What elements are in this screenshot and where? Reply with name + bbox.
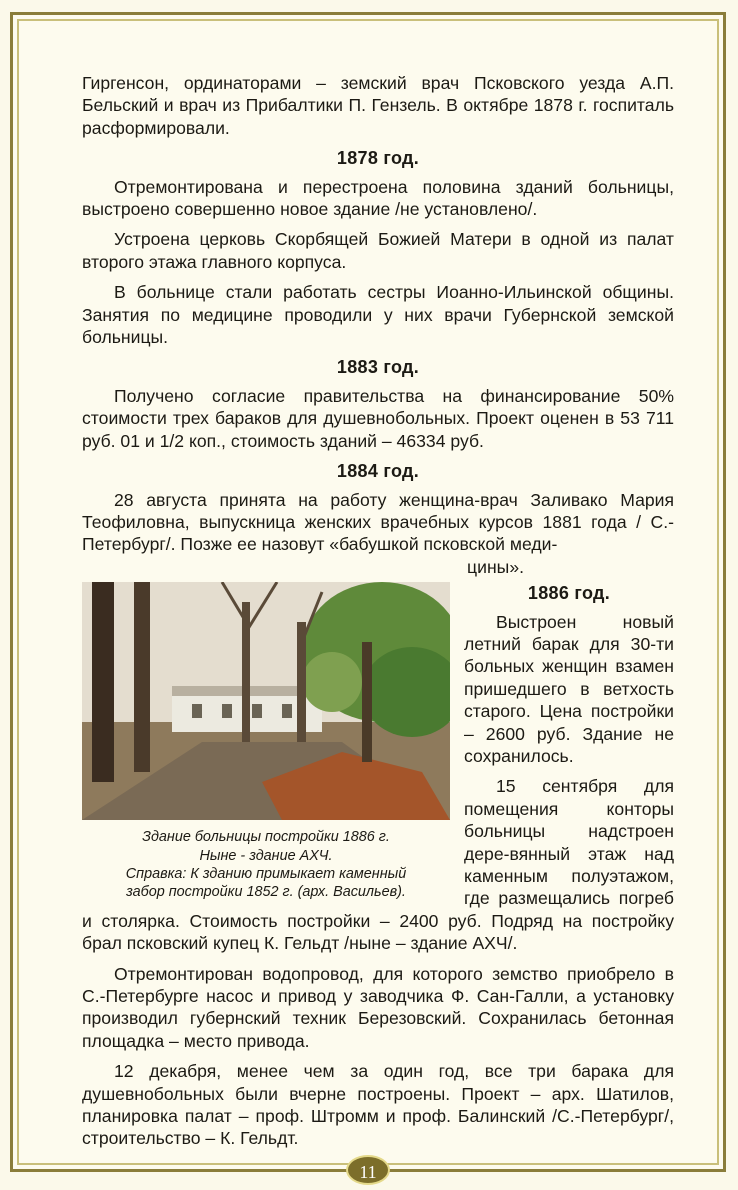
- paragraph: Получено согласие правительства на финансирование 50% стоимости трех бараков для душевнобольных. Проект оценен в 53 711 руб. 01 и 1/2 коп., стоимость зданий – 46334 руб.: [82, 385, 674, 451]
- paragraph: Выстроен новый летний барак для 30-ти больных женщин взамен пришедшего в ветхость старого. Цена постройки – 2600 руб. Здание не сохранилось.: [464, 611, 674, 766]
- caption-line: Справка: К зданию примыкает каменный: [125, 865, 407, 882]
- photo-figure: [82, 582, 454, 902]
- hospital-building-photo: [82, 582, 450, 820]
- caption-line: забор постройки 1852 г. (арх. Васильев).: [126, 884, 406, 901]
- page-number: 11: [346, 1155, 390, 1185]
- heading-1878: 1878 год.: [336, 148, 420, 169]
- paragraph: В больнице стали работать сестры Иоанно-Ильинской общины. Занятия по медицине проводили у них врачи Губернской земской больницы.: [82, 282, 674, 348]
- photo-caption: [82, 828, 450, 902]
- paragraph: Устроена церковь Скорбящей Божией Матери в одной из палат второго этажа главного корпуса.: [82, 229, 674, 272]
- heading-1883: 1883 год.: [336, 357, 420, 378]
- paragraph-tail: цины».: [467, 556, 524, 577]
- page-content: [82, 72, 674, 1158]
- paragraph: Отремонтирован водопровод, для которого земство приобрело в С.-Петербурге насос и привод у заводчика Ф. Сан-Галли, а установку производил губернский техник Березовский. Сохранилась бетонная площадка – место привода.: [82, 963, 674, 1051]
- heading-1884: 1884 год.: [336, 461, 420, 482]
- paragraph: Отремонтирована и перестроена половина зданий больницы, выстроено совершенно новое здание /не установлено/.: [82, 176, 674, 220]
- paragraph: 15 сентября для помещения конторы больницы надстроен дере-вянный этаж над каменным полуэтажом, где размещались погреб и столярка. Стоимость постройки – 2400 руб. Подряд на постройку брал псковский купец К. Гельдт /ныне – здание АХЧ/.: [82, 776, 674, 954]
- photo-illustration: [82, 582, 450, 820]
- intro-paragraph: Гиргенсон, ординаторами – земский врач Псковского уезда А.П. Бельский и врач из Прибалтики П. Гензель. В октябре 1878 г. госпиталь расформировали.: [82, 73, 674, 138]
- paragraph: 12 декабря, менее чем за один год, все три барака для душевнобольных были вчерне построены. Проект – арх. Шатилов, планировка палат – проф. Штромм и проф. Балинский /С.-Петербург/, строительство – К. Гельдт.: [82, 1061, 674, 1149]
- paragraph: 28 августа принята на работу женщина-врач Заливако Мария Теофиловна, выпускница женских врачебных курсов 1881 года / С.-Петербург/. Позже ее назовут «бабушкой псковской меди-: [82, 489, 674, 555]
- heading-1886: 1886 год.: [527, 583, 611, 604]
- caption-line: Здание больницы постройки 1886 г.: [142, 829, 390, 846]
- caption-line: Ныне - здание АХЧ.: [199, 847, 333, 864]
